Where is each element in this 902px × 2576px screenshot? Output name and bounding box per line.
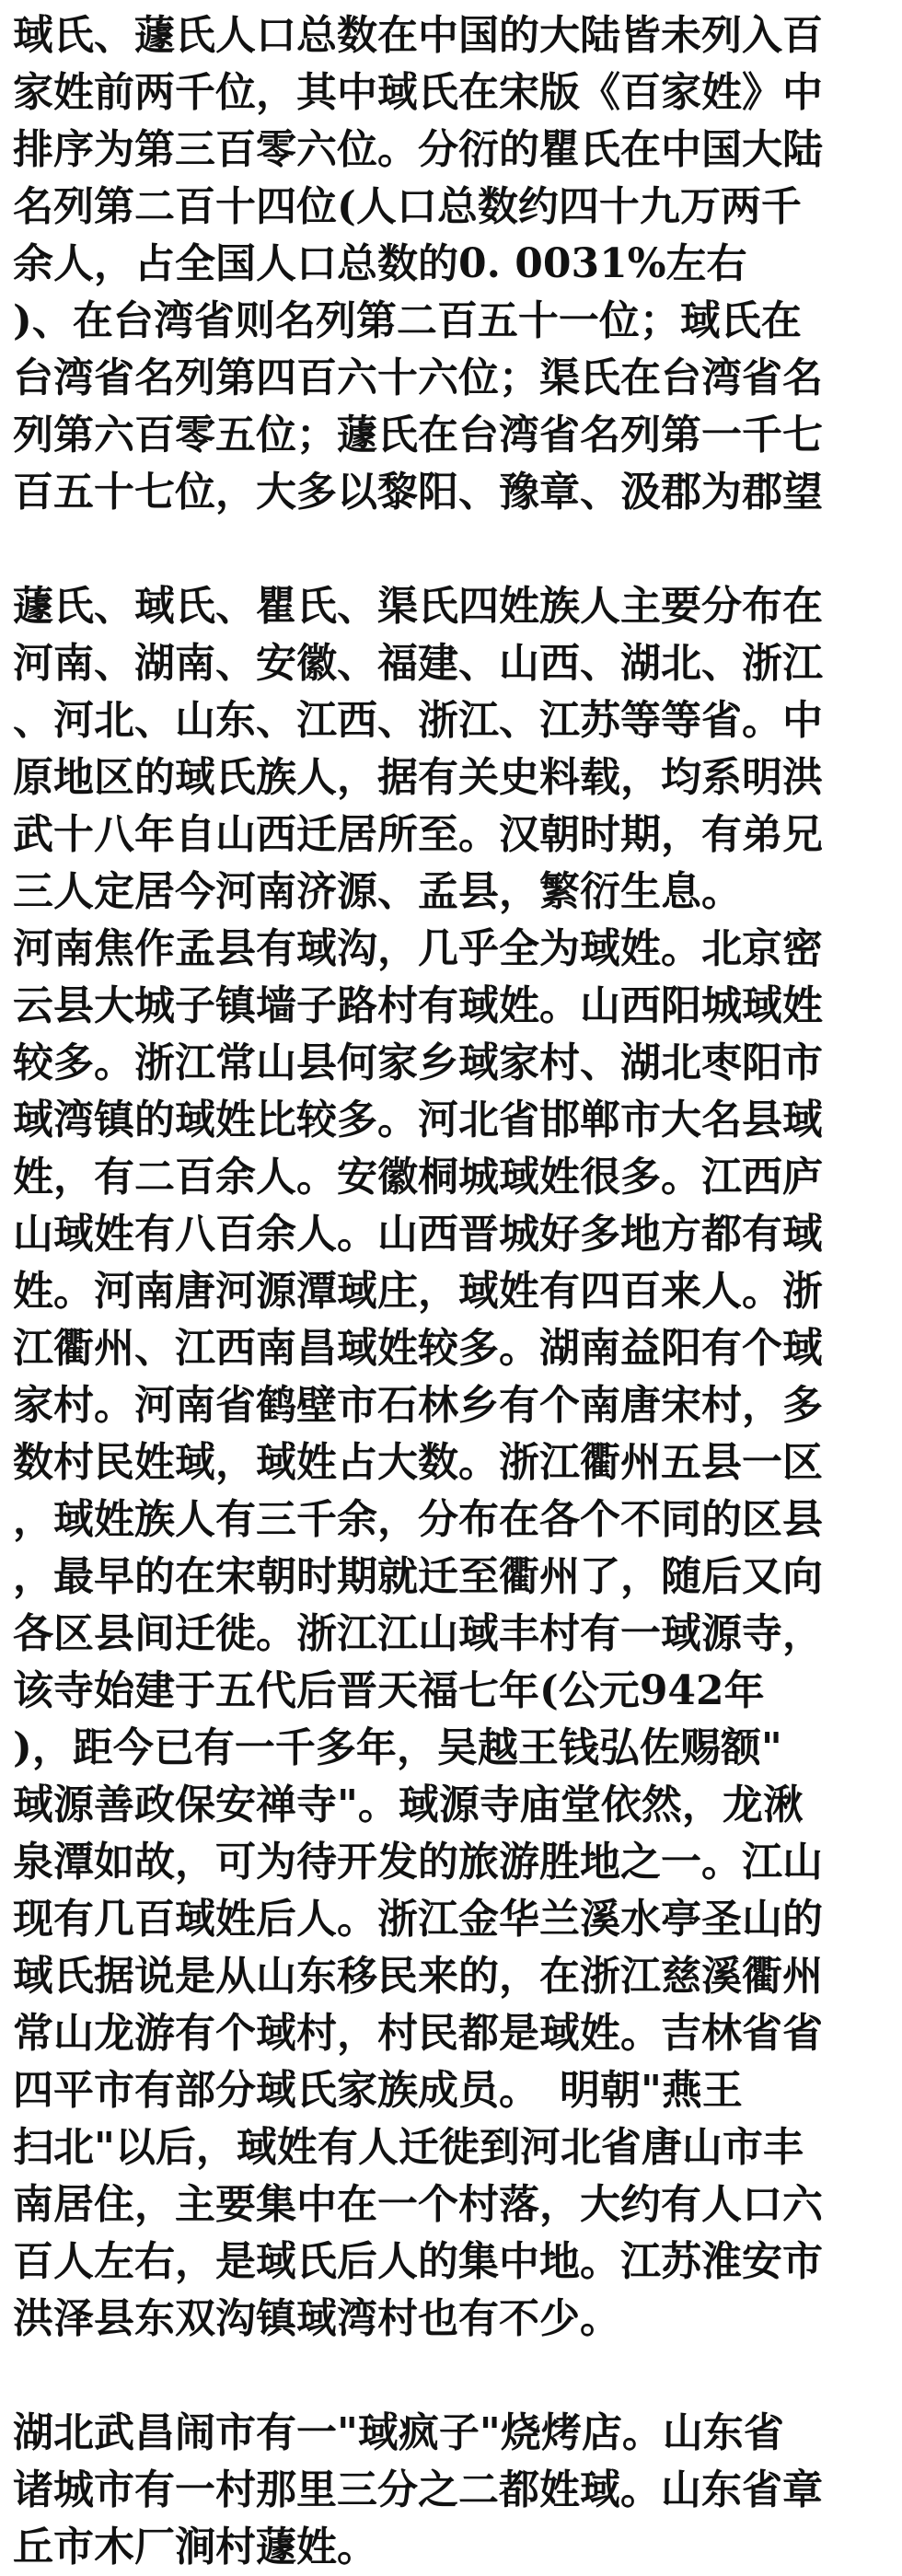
- text-line: 琙氏、蘧氏人口总数在中国的大陆皆未列入百: [13, 12, 823, 59]
- text-line: 现有几百琙姓后人。浙江金华兰溪水亭圣山的: [13, 1896, 823, 1943]
- text-line: 常山龙游有个琙村，村民都是琙姓。吉林省省: [13, 2010, 823, 2057]
- text-line: 泉潭如故，可为待开发的旅游胜地之一。江山: [13, 1839, 823, 1886]
- text-line: 琙氏据说是从山东移民来的，在浙江慈溪衢州: [13, 1953, 823, 2000]
- text-line: 湖北武昌闹市有一"琙疯子"烧烤店。山东省: [13, 2409, 784, 2456]
- text-line: 数村民姓琙，琙姓占大数。浙江衢州五县一区: [13, 1439, 823, 1486]
- text-line: 诸城市有一村那里三分之二都姓琙。山东省章: [13, 2466, 823, 2513]
- text-line: 台湾省名列第四百六十六位；渠氏在台湾省名: [13, 354, 823, 401]
- text-line: ，最早的在宋朝时期就迁至衢州了，随后又向: [13, 1553, 823, 1600]
- text-line: 姓。河南唐河源潭琙庄，琙姓有四百来人。浙: [13, 1268, 823, 1315]
- text-line: 该寺始建于五代后晋天福七年(公元942年: [13, 1667, 765, 1714]
- paragraph-misc: [13, 2405, 889, 2576]
- text-line: 、河北、山东、江西、浙江、江苏等等省。中: [13, 697, 823, 744]
- text-line: ，琙姓族人有三千余，分布在各个不同的区县: [13, 1496, 823, 1543]
- text-line: 河南、湖南、安徽、福建、山西、湖北、浙江: [13, 640, 823, 687]
- text-line: 排序为第三百零六位。分衍的瞿氏在中国大陆: [13, 126, 823, 173]
- text-line: 名列第二百十四位(人口总数约四十九万两千: [13, 183, 802, 230]
- text-line: 百人左右，是琙氏后人的集中地。江苏淮安市: [13, 2238, 823, 2285]
- text-line: 云县大城子镇墙子路村有琙姓。山西阳城琙姓: [13, 982, 823, 1029]
- text-line: )，距今已有一千多年，吴越王钱弘佐赐额": [13, 1724, 782, 1771]
- text-line: 南居住，主要集中在一个村落，大约有人口六: [13, 2181, 823, 2228]
- paragraph-distribution: [13, 578, 889, 2348]
- text-line: 武十八年自山西迁居所至。汉朝时期，有弟兄: [13, 811, 823, 858]
- text-line: 姓，有二百余人。安徽桐城琙姓很多。江西庐: [13, 1154, 823, 1201]
- text-line: 洪泽县东双沟镇琙湾村也有不少。: [13, 2295, 620, 2342]
- text-line: 三人定居今河南济源、孟县，繁衍生息。: [13, 868, 742, 915]
- text-line: 百五十七位，大多以黎阳、豫章、汲郡为郡望: [13, 469, 823, 516]
- text-line: 蘧氏、琙氏、瞿氏、渠氏四姓族人主要分布在: [13, 583, 823, 630]
- text-line: 各区县间迁徙。浙江江山琙丰村有一琙源寺，: [13, 1610, 823, 1657]
- text-line: 列第六百零五位；蘧氏在台湾省名列第一千七: [13, 412, 823, 458]
- text-line: 扫北"以后，琙姓有人迁徙到河北省唐山市丰: [13, 2124, 804, 2171]
- text-line: 琙源善政保安禅寺"。琙源寺庙堂依然，龙湫: [13, 1781, 804, 1828]
- text-line: 四平市有部分琙氏家族成员。 明朝"燕王: [13, 2067, 743, 2114]
- text-line: 较多。浙江常山县何家乡琙家村、湖北枣阳市: [13, 1039, 823, 1086]
- paragraph-gap: [13, 521, 889, 578]
- text-line: 余人，占全国人口总数的0. 0031%左右: [13, 240, 747, 287]
- text-line: 山琙姓有八百余人。山西晋城好多地方都有琙: [13, 1211, 823, 1258]
- text-line: 原地区的琙氏族人，据有关史料载，均系明洪: [13, 754, 823, 801]
- paragraph-gap: [13, 2348, 889, 2405]
- text-line: 河南焦作孟县有琙沟，几乎全为琙姓。北京密: [13, 925, 823, 972]
- text-line: 丘市木厂涧村蘧姓。: [13, 2524, 377, 2570]
- text-line: 家村。河南省鹤壁市石林乡有个南唐宋村，多: [13, 1382, 823, 1429]
- text-line: )、在台湾省则名列第二百五十一位；琙氏在: [13, 297, 802, 344]
- text-line: 家姓前两千位，其中琙氏在宋版《百家姓》中: [13, 69, 823, 116]
- text-line: 琙湾镇的琙姓比较多。河北省邯郸市大名县琙: [13, 1097, 823, 1143]
- text-line: 江衢州、江西南昌琙姓较多。湖南益阳有个琙: [13, 1325, 823, 1372]
- paragraph-population: [13, 7, 889, 521]
